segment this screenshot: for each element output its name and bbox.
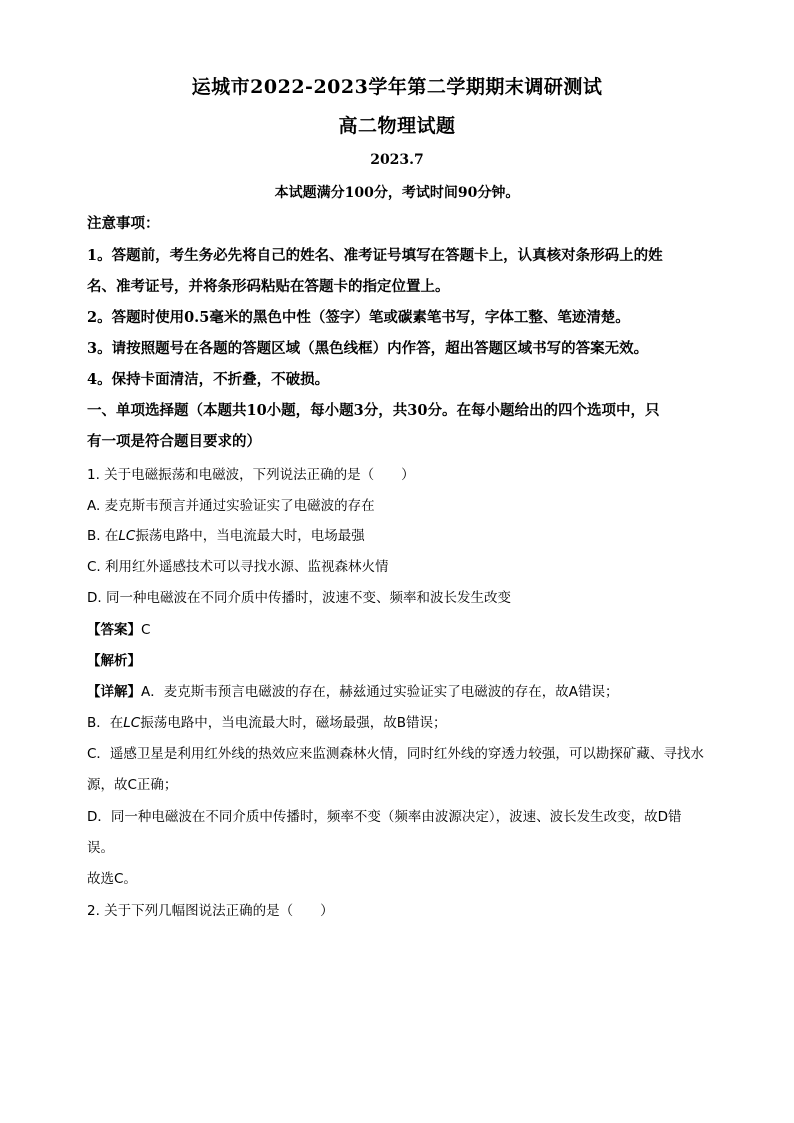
question-1-option-a: A. 麦克斯韦预言并通过实验证实了电磁波的存在: [87, 498, 375, 514]
detail-c-line1: C．遥感卫星是利用红外线的热效应来监测森林火情，同时红外线的穿透力较强，可以勘探矿藏、寻找水: [87, 746, 704, 762]
detail-a-text: A．麦克斯韦预言电磁波的存在，赫兹通过实验证实了电磁波的存在，故A错误；: [141, 684, 619, 700]
answer-value: C: [141, 622, 151, 638]
question-2-stem: 2. 关于下列几幅图说法正确的是（ ）: [87, 903, 334, 919]
detail-b-text: 振荡电路中，当电流最大时，磁场最强，故B错误；: [140, 715, 447, 731]
analysis-tag-text: 【解析】: [87, 653, 141, 669]
exam-date: 2023.7: [370, 152, 424, 168]
section-heading-line2: 有一项是符合题目要求的）: [87, 433, 261, 450]
detail-b: [87, 711, 446, 731]
question-1-option-b: [87, 524, 365, 544]
notice-item-2: 2。答题时使用0.5毫米的黑色中性（签字）笔或碳素笔书写，字体工整、笔迹清楚。: [87, 309, 630, 326]
question-1-option-d: D. 同一种电磁波在不同介质中传播时，波速不变、频率和波长发生改变: [87, 590, 511, 606]
analysis-tag: [87, 649, 141, 669]
option-b-text: 振荡电路中，当电流最大时，电场最强: [135, 528, 365, 544]
section-heading-line1: 一、单项选择题（本题共10小题，每小题3分，共30分。在每小题给出的四个选项中，只: [87, 402, 660, 419]
option-b-lc: LC: [118, 528, 136, 544]
detail-a: [87, 680, 618, 700]
question-1-option-c: C. 利用红外遥感技术可以寻找水源、监视森林火情: [87, 559, 389, 575]
notice-heading: 注意事项：: [87, 215, 160, 232]
exam-subject: 高二物理试题: [338, 115, 456, 137]
detail-b-prefix: B．在: [87, 715, 124, 731]
conclusion: 故选C。: [87, 871, 137, 887]
notice-item-4: 4。保持卡面清洁，不折叠，不破损。: [87, 371, 330, 388]
detail-tag: 【详解】: [87, 684, 141, 700]
detail-d-line1: D．同一种电磁波在不同介质中传播时，频率不变（频率由波源决定），波速、波长发生改变，故D错: [87, 809, 682, 825]
option-b-prefix: B. 在: [87, 528, 119, 544]
detail-d-line2: 误。: [87, 840, 114, 856]
answer-tag: 【答案】: [87, 622, 141, 638]
detail-b-lc: LC: [123, 715, 141, 731]
notice-item-1b: 名、准考证号，并将条形码粘贴在答题卡的指定位置上。: [87, 278, 450, 295]
exam-title: 运城市2022-2023学年第二学期期末调研测试: [191, 76, 603, 98]
answer-line: [87, 618, 150, 638]
question-1-stem: 1. 关于电磁振荡和电磁波，下列说法正确的是（ ）: [87, 467, 415, 483]
notice-item-3: 3。请按照题号在各题的答题区域（黑色线框）内作答，超出答题区域书写的答案无效。: [87, 340, 649, 357]
notice-item-1a: 1。答题前，考生务必先将自己的姓名、准考证号填写在答题卡上，认真核对条形码上的姓: [87, 247, 663, 264]
detail-c-line2: 源，故C正确；: [87, 777, 178, 793]
exam-info: 本试题满分100分，考试时间90分钟。: [274, 185, 520, 201]
